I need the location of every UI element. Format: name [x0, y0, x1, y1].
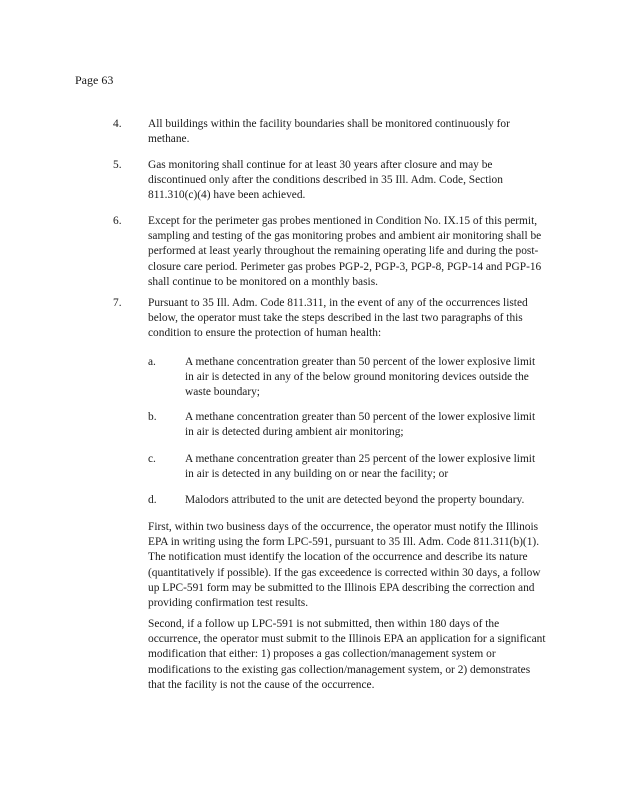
subitem-letter: d.: [148, 494, 157, 506]
subitem-text: A methane concentration greater than 50 percent of the lower explosive limit in air is detected in any of the below ground monitoring devices outside the waste boundary;: [185, 356, 536, 399]
subitem-text: A methane concentration greater than 50 percent of the lower explosive limit in air is detected during ambient air monitoring;: [185, 411, 536, 439]
item-text: All buildings within the facility boundaries shall be monitored continuously for methane.: [148, 118, 510, 146]
subitem-text: A methane concentration greater than 25 percent of the lower explosive limit in air is detected in any building on or near the facility; or: [185, 453, 536, 481]
page-number: Page 63: [75, 73, 114, 87]
item-number: 5.: [113, 159, 122, 171]
subitem-letter: b.: [148, 411, 157, 423]
item-text: Gas monitoring shall continue for at least 30 years after closure and may be discontinued only after the conditions described in 35 Ill. Adm. Code, Section 811.310(c)(4) have been achieved.: [148, 159, 503, 202]
item-number: 6.: [113, 215, 122, 227]
subitem-letter: a.: [148, 356, 156, 368]
subitem-text: Malodors attributed to the unit are detected beyond the property boundary.: [185, 494, 525, 506]
paragraph-first: First, within two business days of the occurrence, the operator must notify the Illinois EPA in writing using the form LPC-591, pursuant to 35 Ill. Adm. Code 811.311(b)(1). The notification must identify the location of the occurrence and describe its nature (quantitatively if possible). If the gas exceedence is corrected within 30 days, a follow up LPC-591 form may be submitted to the Illinois EPA describing the correction and providing confirmation test results.: [148, 521, 541, 610]
item-text: Except for the perimeter gas probes mentioned in Condition No. IX.15 of this permit, sampling and testing of the gas monitoring probes and ambient air monitoring shall be performed at least yearly throughout the remaining operating life and during the post-closure care period. Perimeter gas probes PGP-2, PGP-3, PGP-8, PGP-14 and PGP-16 shall continue to be monitored on a monthly basis.: [148, 215, 542, 288]
subitem-letter: c.: [148, 453, 156, 465]
item-text: Pursuant to 35 Ill. Adm. Code 811.311, in the event of any of the occurrences listed below, the operator must take the steps described in the last two paragraphs of this condition to ensure the protection of human health:: [148, 297, 528, 340]
item-number: 4.: [113, 118, 122, 130]
paragraph-second: Second, if a follow up LPC-591 is not submitted, then within 180 days of the occurrence, the operator must submit to the Illinois EPA an application for a significant modification that either: 1) proposes a gas collection/management system or modifications to the existing gas collection/management system, or 2) demonstrates that the facility is not the cause of the occurrence.: [148, 618, 546, 691]
item-number: 7.: [113, 297, 122, 309]
